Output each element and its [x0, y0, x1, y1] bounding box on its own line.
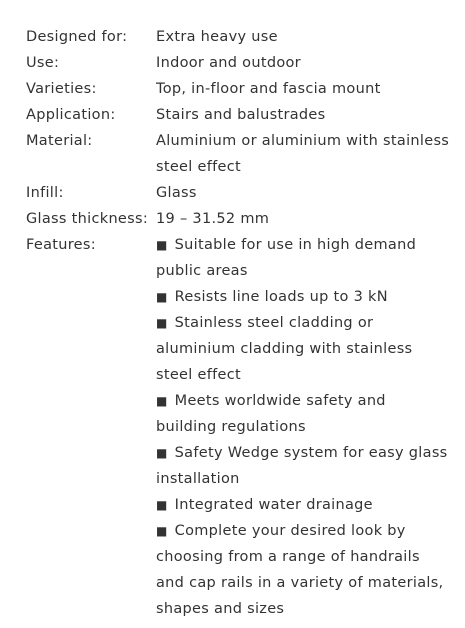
- spec-label: Features:: [26, 237, 96, 253]
- spec-label: Varieties:: [26, 81, 97, 97]
- spec-row-designed-for: [26, 24, 450, 50]
- feature-text: Meets worldwide safety and building regulations: [156, 393, 386, 435]
- feature-item: [156, 440, 450, 492]
- spec-label: Use:: [26, 55, 60, 71]
- feature-text: Resists line loads up to 3 kN: [174, 289, 388, 305]
- feature-text: Complete your desired look by choosing from a range of handrails and cap rails in a variety of materials, shapes and sizes: [156, 523, 444, 617]
- spec-value: Aluminium or aluminium with stainless steel effect: [156, 133, 450, 175]
- spec-row-infill: [26, 180, 450, 206]
- feature-list: [156, 232, 450, 622]
- feature-item: [156, 388, 450, 440]
- spec-value: [156, 232, 450, 622]
- spec-value: Extra heavy use: [156, 29, 278, 45]
- spec-label: Infill:: [26, 185, 64, 201]
- feature-item: [156, 310, 450, 388]
- feature-text: Safety Wedge system for easy glass installation: [156, 445, 448, 487]
- spec-row-features: [26, 232, 450, 622]
- feature-text: Integrated water drainage: [174, 497, 373, 513]
- spec-row-glass-thickness: [26, 206, 450, 232]
- square-bullet-icon: ■: [156, 446, 168, 460]
- spec-row-application: [26, 102, 450, 128]
- square-bullet-icon: ■: [156, 290, 168, 304]
- spec-label: Material:: [26, 133, 93, 149]
- spec-row-varieties: [26, 76, 450, 102]
- spec-label: Glass thickness:: [26, 211, 149, 227]
- feature-item: [156, 232, 450, 284]
- spec-value: Top, in-floor and fascia mount: [156, 81, 381, 97]
- feature-item: [156, 492, 450, 518]
- spec-row-use: [26, 50, 450, 76]
- spec-value: Stairs and balustrades: [156, 107, 326, 123]
- specification-table: [26, 24, 450, 622]
- square-bullet-icon: ■: [156, 238, 168, 252]
- square-bullet-icon: ■: [156, 498, 168, 512]
- square-bullet-icon: ■: [156, 394, 168, 408]
- spec-label: Application:: [26, 107, 116, 123]
- spec-value: Glass: [156, 185, 197, 201]
- feature-item: [156, 518, 450, 622]
- feature-text: Stainless steel cladding or aluminium cladding with stainless steel effect: [156, 315, 413, 383]
- feature-text: Suitable for use in high demand public areas: [156, 237, 417, 279]
- spec-value: 19 – 31.52 mm: [156, 211, 270, 227]
- feature-item: [156, 284, 450, 310]
- square-bullet-icon: ■: [156, 316, 168, 330]
- square-bullet-icon: ■: [156, 524, 168, 538]
- spec-label: Designed for:: [26, 29, 128, 45]
- spec-value: Indoor and outdoor: [156, 55, 301, 71]
- spec-row-material: [26, 128, 450, 180]
